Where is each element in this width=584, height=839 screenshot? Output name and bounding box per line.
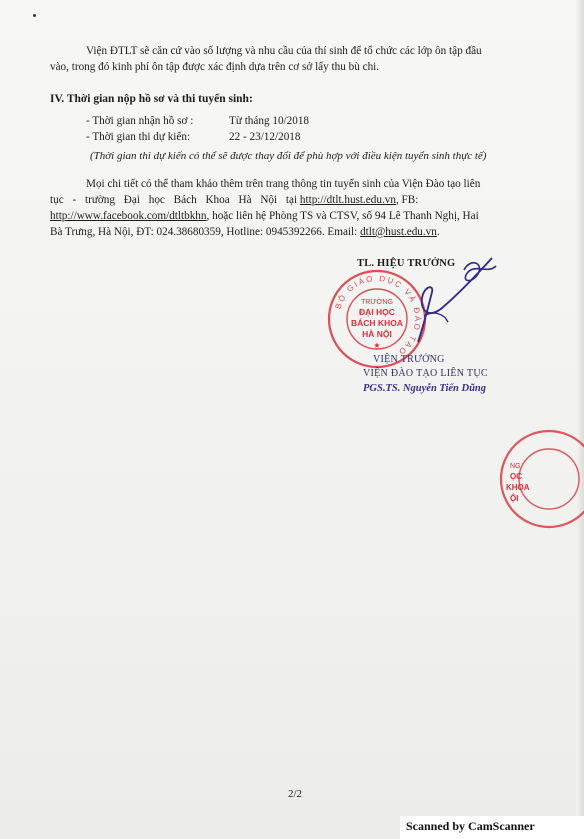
contact-text-pre: tục - trường Đại học Bách Khoa Hà Nội tại bbox=[50, 194, 298, 206]
contact-line-3 bbox=[50, 208, 556, 224]
svg-text:ỘI: ỘI bbox=[510, 494, 519, 503]
scan-speck bbox=[33, 14, 36, 17]
item-label-1: - Thời gian nhận hồ sơ : bbox=[86, 115, 194, 127]
stamp-line-1: TRƯỜNG bbox=[361, 299, 393, 306]
contact-text-tail: Bà Trưng, Hà Nội, ĐT: 024.38680359, Hotline: 0945392266. Email: bbox=[50, 226, 358, 238]
signature-title: TL. HIỆU TRƯỞNG bbox=[357, 258, 456, 269]
stamp-line-3: BÁCH KHOA bbox=[351, 318, 403, 328]
stamp-star-icon: ★ bbox=[373, 341, 381, 350]
svg-text:KHOA: KHOA bbox=[506, 483, 530, 492]
email-link[interactable]: dtlt@hust.edu.vn bbox=[360, 226, 437, 238]
svg-text:ỌC: ỌC bbox=[510, 472, 522, 481]
contact-text-mid: , hoặc liên hệ Phòng TS và CTSV, số 94 Lê Thanh Nghị, Hai bbox=[206, 210, 479, 222]
paragraph-1-line-1: Viện ĐTLT sẽ căn cứ vào số lượng và nhu cầu của thí sinh để tổ chức các lớp ôn tập đầu bbox=[86, 45, 482, 57]
contact-line-2 bbox=[50, 192, 556, 208]
contact-text-post: , FB: bbox=[395, 194, 419, 206]
website-link[interactable]: http://dtlt.hust.edu.vn bbox=[299, 194, 396, 206]
item-value-1: Từ tháng 10/2018 bbox=[229, 115, 310, 127]
stamp-line-4: HÀ NỘI bbox=[362, 329, 392, 339]
paragraph-1-line-2: vào, trong đó kinh phí ôn tập được xác định dựa trên cơ sở lấy thu bù chi. bbox=[50, 61, 380, 73]
contact-text-end: . bbox=[436, 226, 440, 238]
signature-institute: VIỆN ĐÀO TẠO LIÊN TỤC bbox=[363, 368, 488, 379]
stamp-line-2: ĐẠI HỌC bbox=[359, 307, 395, 317]
scanner-footer: Scanned by CamScanner bbox=[406, 819, 535, 833]
item-value-2: 22 - 23/12/2018 bbox=[229, 131, 301, 143]
contact-line-1: Mọi chi tiết có thể tham khảo thêm trên trang thông tin tuyển sinh của Viện Đào tạo liên bbox=[86, 178, 481, 190]
stamp-ring-text: BỘ GIÁO DỤC VÀ ĐÀO TẠO bbox=[333, 273, 423, 358]
section-heading: IV. Thời gian nộp hồ sơ và thi tuyển sinh: bbox=[50, 93, 253, 105]
page-number: 2/2 bbox=[288, 788, 303, 800]
svg-text:NG: NG bbox=[510, 463, 521, 470]
signature-name: PGS.TS. Nguyễn Tiến Dũng bbox=[363, 383, 487, 394]
item-label-2: - Thời gian thi dự kiến: bbox=[86, 131, 191, 143]
partial-overlap-stamp bbox=[498, 428, 584, 530]
facebook-link[interactable]: http://www.facebook.com/dtltbkhn bbox=[50, 210, 207, 222]
signature-role: VIỆN TRƯỞNG bbox=[373, 354, 445, 365]
schedule-note: (Thời gian thi dự kiến có thể sẽ được thay đổi để phù hợp với điều kiện tuyển sinh thực tế) bbox=[90, 150, 487, 162]
contact-line-4 bbox=[50, 224, 556, 240]
page-edge-shadow bbox=[576, 0, 584, 839]
